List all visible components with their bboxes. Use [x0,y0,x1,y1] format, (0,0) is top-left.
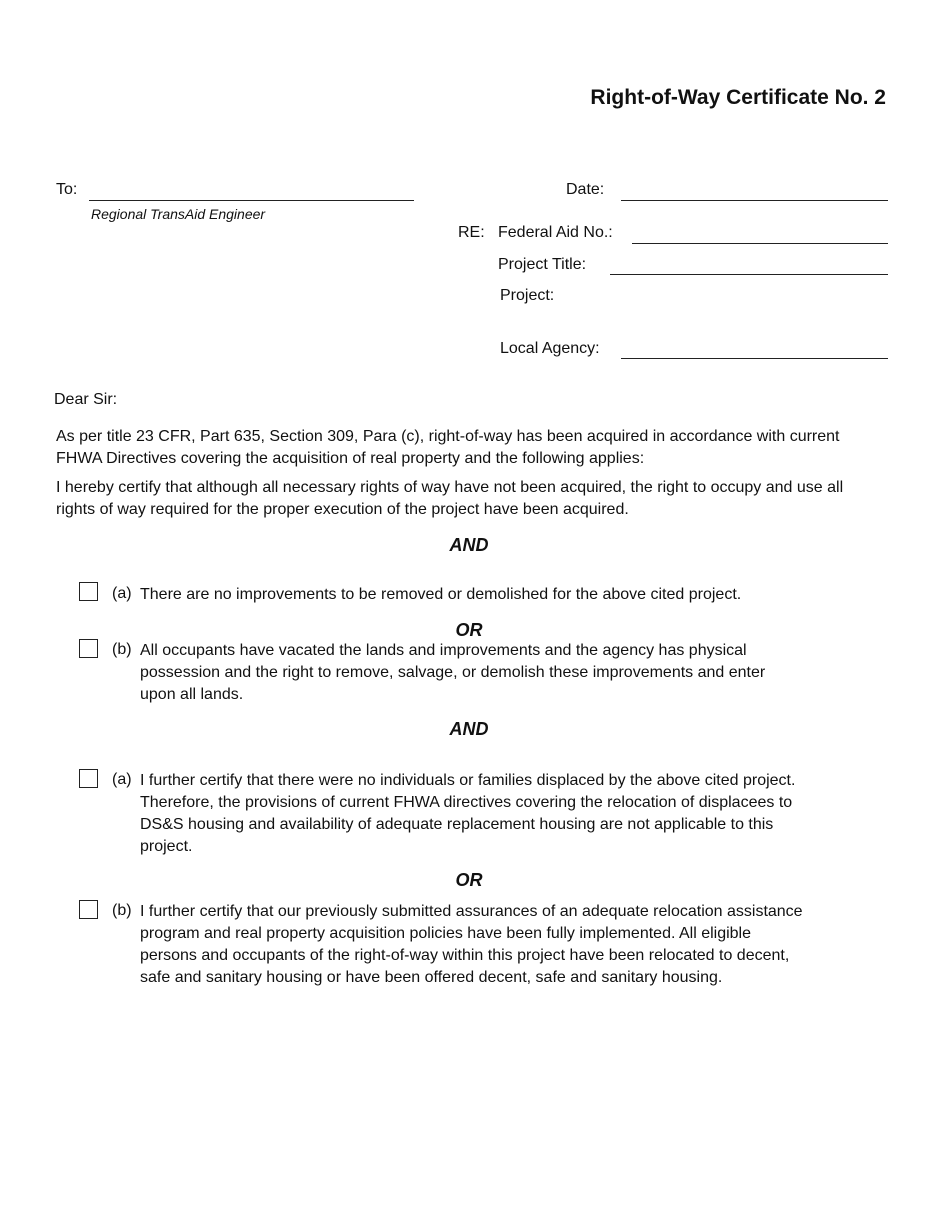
option-letter: (a) [112,585,132,602]
to-sublabel: Regional TransAid Engineer [91,206,266,222]
to-label: To: [56,181,78,198]
option-letter: (a) [112,771,132,788]
option-letter: (b) [112,641,132,658]
certify-paragraph: I hereby certify that although all necessary rights of way have not been acquired, the right to occupy and use all rights of way required for the proper execution of the project have been acquired. [56,479,844,518]
page-title: Right-of-Way Certificate No. 2 [590,86,886,109]
local-agency-label: Local Agency: [500,340,600,357]
and-separator-1: AND [449,535,489,555]
to-field[interactable] [89,200,414,201]
checkbox-section1-a[interactable] [79,582,98,601]
or-separator-2: OR [455,870,483,890]
option-text: I further certify that there were no individuals or families displaced by the above cited project. Therefore, the provisions of current FHWA directives covering the relocation of displacees to DS&S housing and availability of adequate replacement housing are not applicable to this project. [140,772,796,855]
salutation: Dear Sir: [54,391,118,408]
option-letter: (b) [112,902,132,919]
date-label: Date: [566,181,605,198]
project-title-field[interactable] [610,274,888,275]
option-text: There are no improvements to be removed or demolished for the above cited project. [140,586,742,603]
option-text: All occupants have vacated the lands and improvements and the agency has physical possession and the right to remove, salvage, or demolish these improvements and enter upon all lands. [140,642,766,703]
or-separator-1: OR [455,620,483,640]
re-label: RE: [458,224,485,241]
federal-aid-label: Federal Aid No.: [498,224,613,241]
federal-aid-field[interactable] [632,243,888,244]
project-title-label: Project Title: [498,256,587,273]
and-separator-2: AND [449,719,489,739]
checkbox-section2-a[interactable] [79,769,98,788]
checkbox-section2-b[interactable] [79,900,98,919]
option-text: I further certify that our previously submitted assurances of an adequate relocation assistance program and real property acquisition policies have been fully implemented. All eligible persons and occupants of the right-of-way within this project have been relocated to decent, safe and sanitary housing or have been offered decent, safe and sanitary housing. [140,903,803,986]
intro-paragraph: As per title 23 CFR, Part 635, Section 309, Para (c), right-of-way has been acquired in accordance with current FHWA Directives covering the acquisition of real property and the following applies: [56,428,840,467]
checkbox-section1-b[interactable] [79,639,98,658]
local-agency-field[interactable] [621,358,888,359]
project-label: Project: [500,287,555,304]
date-field[interactable] [621,200,888,201]
